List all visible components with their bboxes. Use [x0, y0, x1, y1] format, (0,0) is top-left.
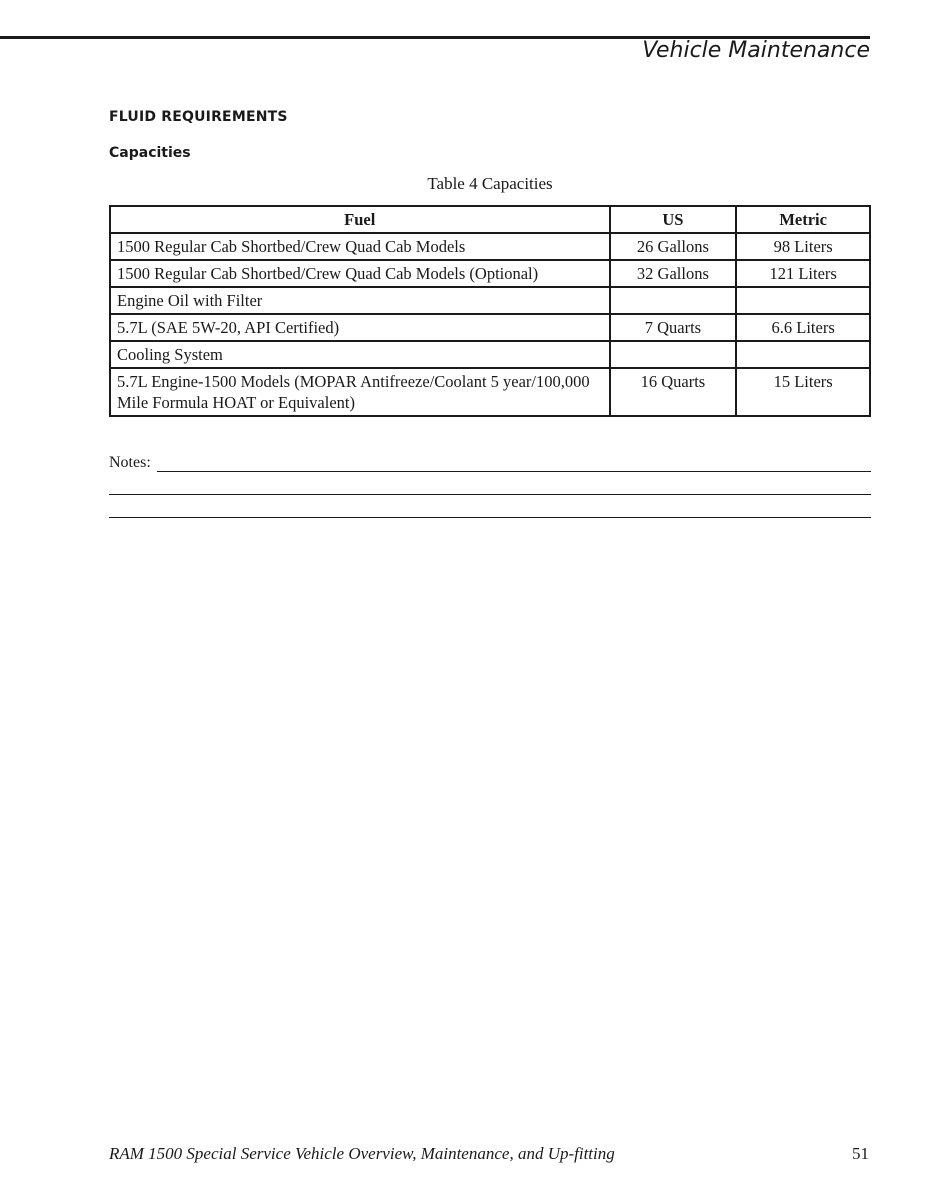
table-cell-metric — [736, 341, 870, 368]
table-cell-metric: 6.6 Liters — [736, 314, 870, 341]
column-header-fuel: Fuel — [110, 206, 610, 233]
table-cell-us: 26 Gallons — [610, 233, 737, 260]
table-cell-us — [610, 287, 737, 314]
table-cell-fuel: 1500 Regular Cab Shortbed/Crew Quad Cab Models (Optional) — [110, 260, 610, 287]
column-header-metric: Metric — [736, 206, 870, 233]
column-header-us: US — [610, 206, 737, 233]
table-cell-fuel: 1500 Regular Cab Shortbed/Crew Quad Cab Models — [110, 233, 610, 260]
table-cell-us: 32 Gallons — [610, 260, 737, 287]
subheading: Capacities — [109, 145, 191, 161]
table-cell-us — [610, 341, 737, 368]
table-cell-fuel: Cooling System — [110, 341, 610, 368]
table-cell-fuel: 5.7L Engine-1500 Models (MOPAR Antifreeze/Coolant 5 year/100,000 Mile Formula HOAT or Equivalent) — [110, 368, 610, 416]
table-row — [110, 287, 870, 314]
notes-label: Notes: — [109, 454, 151, 471]
table-cell-metric: 98 Liters — [736, 233, 870, 260]
table-cell-fuel: 5.7L (SAE 5W-20, API Certified) — [110, 314, 610, 341]
table-row — [110, 314, 870, 341]
table-cell-metric: 121 Liters — [736, 260, 870, 287]
table-cell-metric: 15 Liters — [736, 368, 870, 416]
table-caption: Table 4 Capacities — [427, 174, 553, 193]
section-title: Vehicle Maintenance — [642, 38, 870, 63]
table-cell-us: 16 Quarts — [610, 368, 737, 416]
table-row — [110, 368, 870, 416]
page-heading: FLUID REQUIREMENTS — [109, 109, 288, 125]
table-cell-metric — [736, 287, 870, 314]
footer-title: RAM 1500 Special Service Vehicle Overview, Maintenance, and Up-fitting — [109, 1144, 615, 1163]
notes-section — [109, 454, 871, 518]
notes-underline — [109, 472, 871, 495]
page-number: 51 — [852, 1144, 869, 1163]
capacities-table — [109, 205, 871, 417]
table-header-row — [110, 206, 870, 233]
table-row — [110, 233, 870, 260]
table-cell-fuel: Engine Oil with Filter — [110, 287, 610, 314]
notes-first-line — [109, 454, 871, 472]
table-row — [110, 260, 870, 287]
notes-underline — [109, 495, 871, 518]
notes-underline — [157, 457, 871, 472]
table-cell-us: 7 Quarts — [610, 314, 737, 341]
table-row — [110, 341, 870, 368]
